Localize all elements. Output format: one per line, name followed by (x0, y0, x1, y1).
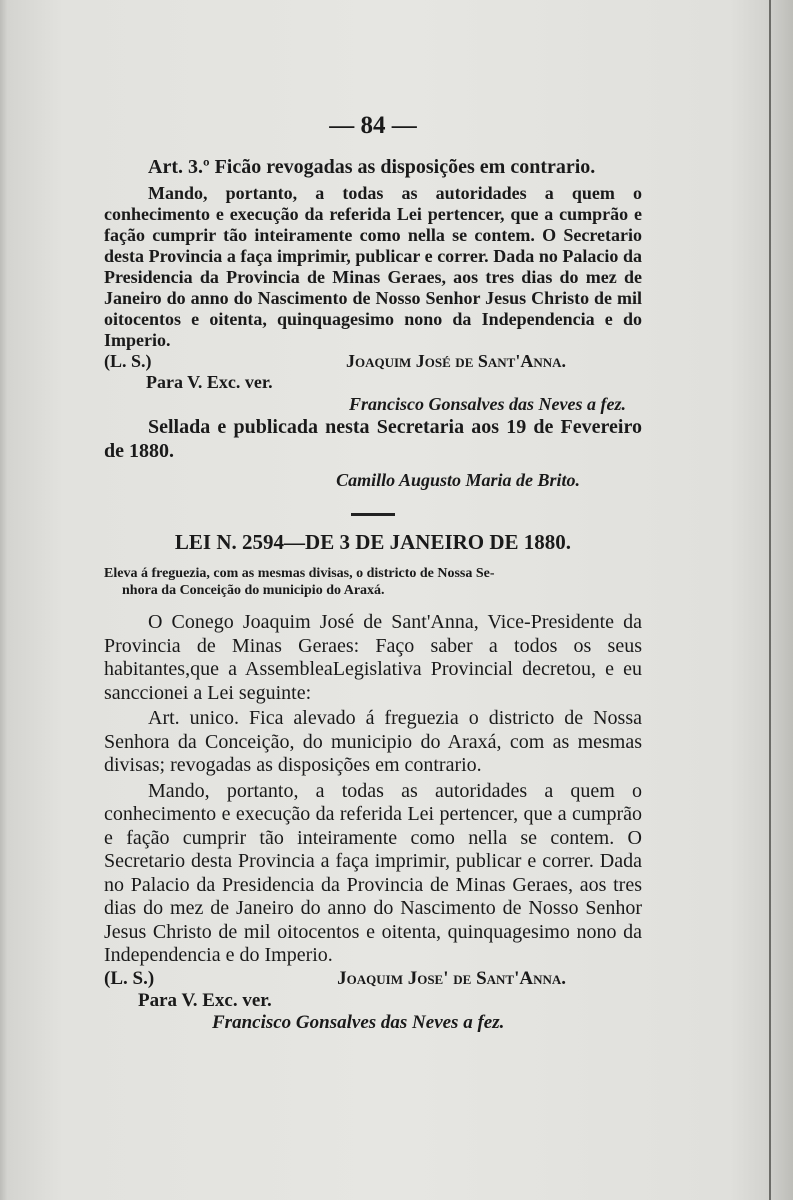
clerk-signature: Francisco Gonsalves das Neves a fez. (212, 1011, 505, 1033)
article-3: Art. 3.º Ficão revogadas as disposições em contrario. (148, 156, 596, 178)
law-title: LEI N. 2594—DE 3 DE JANEIRO DE 1880. (174, 530, 572, 554)
seal-mark: (L. S.) (104, 351, 152, 371)
page-number: — 84 — (329, 112, 417, 139)
mando-paragraph-2: Mando, portanto, a todas as autoridades a quem o conhecimento e execução da referida Lei pertencer, que a cumprão e fação cumprir tão inteiramente como nella se contem. O Secretario desta Provincia a faça imprimir, publicar e correr. Dada no Palacio da Presidencia da Provincia de Minas Geraes, aos tres dias do mez de Janeiro do anno do Nascimento de Nosso Senhor Jesus Christo de mil oitocentos e oitenta, quinquagesimo nono da Independencia e do Imperio. (104, 779, 642, 966)
section-divider (351, 513, 395, 516)
mando-paragraph-1: Mando, portanto, a todas as autoridades a quem o conhecimento e execução da referida Lei pertencer, que a cumprão e fação cumprir tão inteiramente como nella se contem. O Secretario desta Provincia a faça imprimir, publicar e correr. Dada no Palacio da Presidencia da Provincia de Minas Geraes, aos tres dias do mez de Janeiro do anno do Nascimento de Nosso Senhor Jesus Christo de mil oitocentos e oitenta, quinquagesimo nono da Independencia e do Imperio. (104, 183, 642, 350)
seal-line-2 (104, 968, 642, 990)
page-left-shadow (0, 0, 8, 1200)
signer-name: Joaquim José de Sant'Anna. (345, 351, 566, 371)
signer-name: Joaquim Jose' de Sant'Anna. (337, 967, 566, 989)
article-unico: Art. unico. Fica alevado á freguezia o districto de Nossa Senhora da Conceição, do municipio do Araxá, com as mesmas divisas; revogadas as disposições em contrario. (104, 707, 642, 776)
summary-line-1: Eleva á freguezia, com as mesmas divisas, o districto de Nossa Se- (104, 566, 495, 581)
law-summary (104, 565, 642, 599)
clerk-signature: Francisco Gonsalves das Neves a fez. (349, 394, 626, 414)
page-right-edge (769, 0, 793, 1200)
page-content (104, 112, 642, 1034)
preamble-paragraph: O Conego Joaquim José de Sant'Anna, Vice-Presidente da Provincia de Minas Geraes: Faço saber a todos os seus habitantes,que a AssembleaLegislativa Provincial decretou, e eu sanccionei a Lei seguinte: (104, 611, 642, 704)
para-ver-line: Para V. Exc. ver. (138, 989, 272, 1011)
seal-mark: (L. S.) (104, 967, 155, 989)
secretary-signature: Camillo Augusto Maria de Brito. (336, 470, 580, 490)
summary-line-2: nhora da Conceição do municipio do Araxá. (122, 583, 385, 598)
seal-line-1 (104, 351, 642, 372)
para-ver-line: Para V. Exc. ver. (146, 372, 273, 392)
sellada-paragraph: Sellada e publicada nesta Secretaria aos 19 de Fevereiro de 1880. (104, 416, 642, 462)
